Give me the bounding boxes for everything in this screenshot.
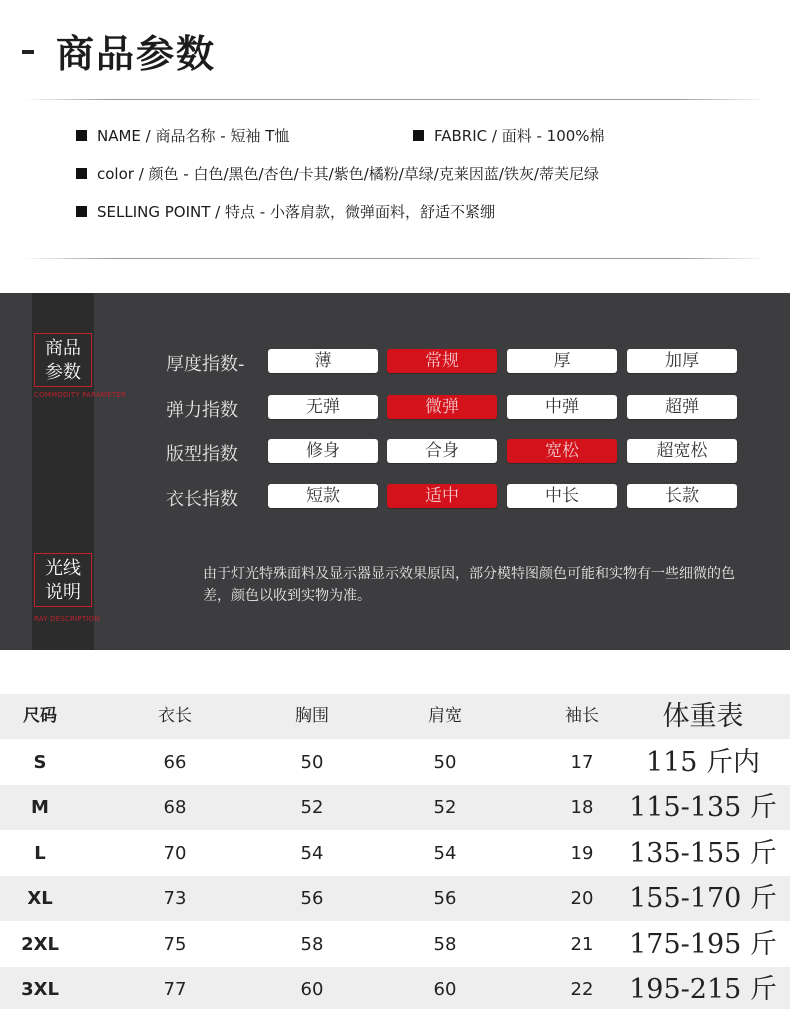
table-cell: 56 — [300, 888, 324, 909]
table-cell: 195-215 斤 — [629, 974, 777, 1005]
table-row — [0, 967, 790, 1009]
table-cell: 60 — [433, 979, 457, 1000]
index-option: 超宽松 — [627, 439, 737, 463]
title-dash — [22, 50, 34, 54]
bullet-square-icon — [76, 130, 87, 141]
index-option: 长款 — [627, 484, 737, 508]
index-label: 厚度指数- — [166, 354, 245, 375]
table-row — [0, 876, 790, 921]
table-cell: 56 — [433, 888, 457, 909]
section-title — [22, 22, 216, 78]
table-cell: 22 — [570, 979, 594, 1000]
table-cell: 52 — [300, 797, 324, 818]
table-cell: 50 — [300, 751, 324, 773]
spec-selling-text: SELLING POINT / 特点 - 小落肩款，微弹面料，舒适不紧绷 — [97, 203, 495, 221]
table-cell: L — [34, 842, 46, 864]
index-label: 衣长指数 — [166, 489, 238, 510]
table-cell: 20 — [570, 888, 594, 909]
index-option: 加厚 — [627, 349, 737, 373]
page-title: 商品参数 — [56, 31, 217, 76]
table-cell: 54 — [300, 842, 324, 864]
index-option: 宽松 — [507, 439, 617, 463]
table-cell: 155-170 斤 — [629, 883, 777, 914]
table-header-cell: 尺码 — [23, 706, 57, 726]
spec-name-text: NAME / 商品名称 - 短袖 T恤 — [97, 127, 290, 145]
index-option: 薄 — [268, 349, 378, 373]
spec-color — [76, 163, 599, 184]
table-header-row — [0, 694, 790, 739]
table-cell: 58 — [433, 933, 457, 955]
index-option: 中长 — [507, 484, 617, 508]
bullet-square-icon — [76, 168, 87, 179]
side-title-commodity: 商品 参数 — [34, 333, 92, 387]
table-header-cell: 肩宽 — [428, 706, 462, 726]
index-label: 弹力指数 — [166, 400, 238, 421]
table-cell: 135-155 斤 — [629, 837, 777, 869]
side-sub-ray: RAY DESCRIPTION — [34, 615, 100, 623]
table-cell: 75 — [163, 933, 187, 955]
spec-name — [76, 125, 289, 146]
index-option: 常规 — [387, 349, 497, 373]
bullet-square-icon — [76, 206, 87, 217]
table-cell: 2XL — [21, 933, 59, 955]
table-cell: 50 — [433, 751, 457, 773]
index-option: 超弹 — [627, 395, 737, 419]
table-cell: 3XL — [21, 979, 59, 1000]
spec-fabric — [413, 125, 605, 146]
table-cell: 68 — [163, 797, 187, 818]
index-option: 修身 — [268, 439, 378, 463]
table-cell: XL — [27, 888, 53, 909]
table-cell: 54 — [433, 842, 457, 864]
index-option: 中弹 — [507, 395, 617, 419]
table-header-cell: 衣长 — [158, 706, 192, 726]
table-cell: 19 — [570, 842, 594, 864]
index-option: 合身 — [387, 439, 497, 463]
table-cell: 60 — [300, 979, 324, 1000]
divider-top — [22, 99, 767, 100]
table-row — [0, 922, 790, 967]
index-option: 短款 — [268, 484, 378, 508]
table-cell: 66 — [163, 751, 187, 773]
table-cell: 21 — [570, 933, 594, 955]
spec-color-text: color / 颜色 - 白色/黑色/杏色/卡其/紫色/橘粉/草绿/克莱因蓝/铁灰/蒂芙尼绿 — [97, 165, 599, 183]
table-row — [0, 785, 790, 830]
table-cell: 115-135 斤 — [629, 792, 777, 823]
spec-selling-point — [76, 201, 495, 222]
index-option: 微弹 — [387, 395, 497, 419]
table-cell: 175-195 斤 — [629, 928, 777, 960]
table-header-cell: 袖长 — [565, 706, 599, 726]
table-cell: M — [31, 797, 49, 818]
table-cell: S — [33, 751, 47, 773]
table-cell: 17 — [570, 751, 594, 773]
table-cell: 115 斤内 — [645, 746, 761, 778]
index-label: 版型指数 — [166, 444, 238, 465]
table-cell: 58 — [300, 933, 324, 955]
spec-fabric-text: FABRIC / 面料 - 100%棉 — [434, 127, 605, 145]
table-cell: 18 — [570, 797, 594, 818]
table-row — [0, 831, 790, 876]
table-header-cell: 胸围 — [295, 706, 329, 726]
table-cell: 52 — [433, 797, 457, 818]
side-title-ray: 光线 说明 — [34, 553, 92, 607]
index-option: 无弹 — [268, 395, 378, 419]
table-cell: 73 — [163, 888, 187, 909]
table-row — [0, 740, 790, 785]
divider-bottom — [22, 258, 767, 259]
table-cell: 70 — [163, 842, 187, 864]
index-option: 厚 — [507, 349, 617, 373]
table-header-cell: 体重表 — [662, 701, 744, 732]
bullet-square-icon — [413, 130, 424, 141]
index-option: 适中 — [387, 484, 497, 508]
side-sub-commodity: COMMODITY PARAMETER — [34, 391, 126, 399]
table-cell: 77 — [163, 979, 187, 1000]
color-note: 由于灯光特殊面料及显示器显示效果原因，部分模特图颜色可能和实物有一些细微的色差，颜色以收到实物为准。 — [203, 566, 735, 604]
